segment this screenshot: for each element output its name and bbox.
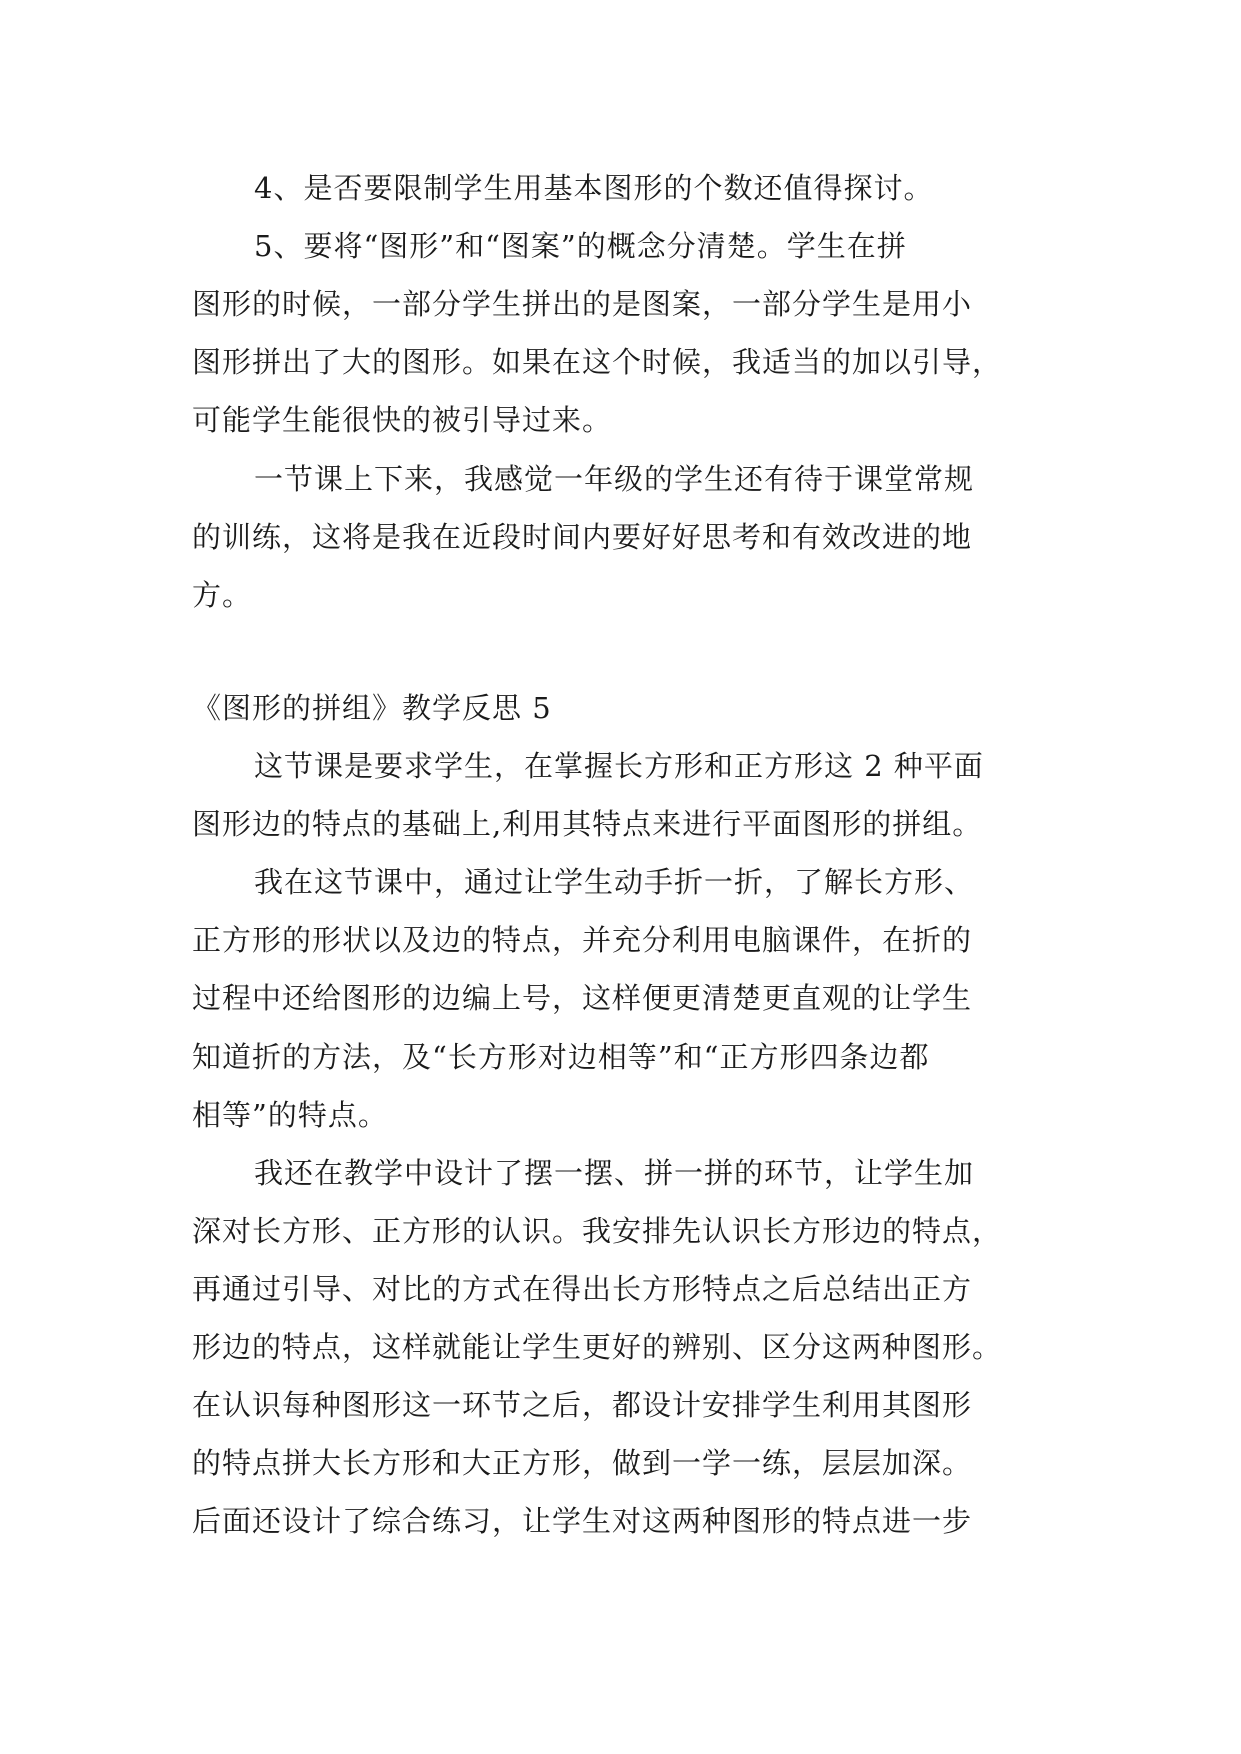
paragraph-line: 这节课是要求学生，在掌握长方形和正方形这 2 种平面 [254, 749, 984, 783]
paragraph-line: 深对长方形、正方形的认识。我安排先认识长方形边的特点， [192, 1214, 1003, 1248]
paragraph-line: 后面还设计了综合练习，让学生对这两种图形的特点进一步 [192, 1504, 973, 1538]
paragraph-line: 我还在教学中设计了摆一摆、拼一拼的环节，让学生加 [254, 1156, 975, 1190]
paragraph-line: 方。 [192, 578, 253, 612]
paragraph-line: 4、是否要限制学生用基本图形的个数还值得探讨。 [254, 171, 934, 205]
paragraph-line: 的训练，这将是我在近段时间内要好好思考和有效改进的地 [192, 520, 973, 554]
paragraph-line: 可能学生能很快的被引导过来。 [192, 403, 613, 437]
section-heading: 《图形的拼组》教学反思 5 [192, 691, 552, 725]
paragraph-line: 一节课上下来，我感觉一年级的学生还有待于课堂常规 [254, 462, 975, 496]
paragraph-line: 知道折的方法，及“长方形对边相等”和“正方形四条边都 [192, 1040, 930, 1074]
paragraph-line: 5、要将“图形”和“图案”的概念分清楚。学生在拼 [254, 229, 907, 263]
paragraph-line: 形边的特点，这样就能让学生更好的辨别、区分这两种图形。 [192, 1330, 1003, 1364]
paragraph-line: 再通过引导、对比的方式在得出长方形特点之后总结出正方 [192, 1272, 973, 1306]
paragraph-line: 图形拼出了大的图形。如果在这个时候，我适当的加以引导， [192, 345, 1003, 379]
paragraph-line: 图形边的特点的基础上,利用其特点来进行平面图形的拼组。 [192, 807, 983, 841]
paragraph-line: 的特点拼大长方形和大正方形，做到一学一练，层层加深。 [192, 1446, 973, 1480]
paragraph-line: 正方形的形状以及边的特点，并充分利用电脑课件，在折的 [192, 923, 973, 957]
paragraph-line: 我在这节课中，通过让学生动手折一折，了解长方形、 [254, 865, 975, 899]
paragraph-line: 图形的时候，一部分学生拼出的是图案，一部分学生是用小 [192, 287, 973, 321]
paragraph-line: 过程中还给图形的边编上号，这样便更清楚更直观的让学生 [192, 981, 973, 1015]
paragraph-line: 相等”的特点。 [192, 1098, 388, 1132]
paragraph-line: 在认识每种图形这一环节之后，都设计安排学生利用其图形 [192, 1388, 973, 1422]
